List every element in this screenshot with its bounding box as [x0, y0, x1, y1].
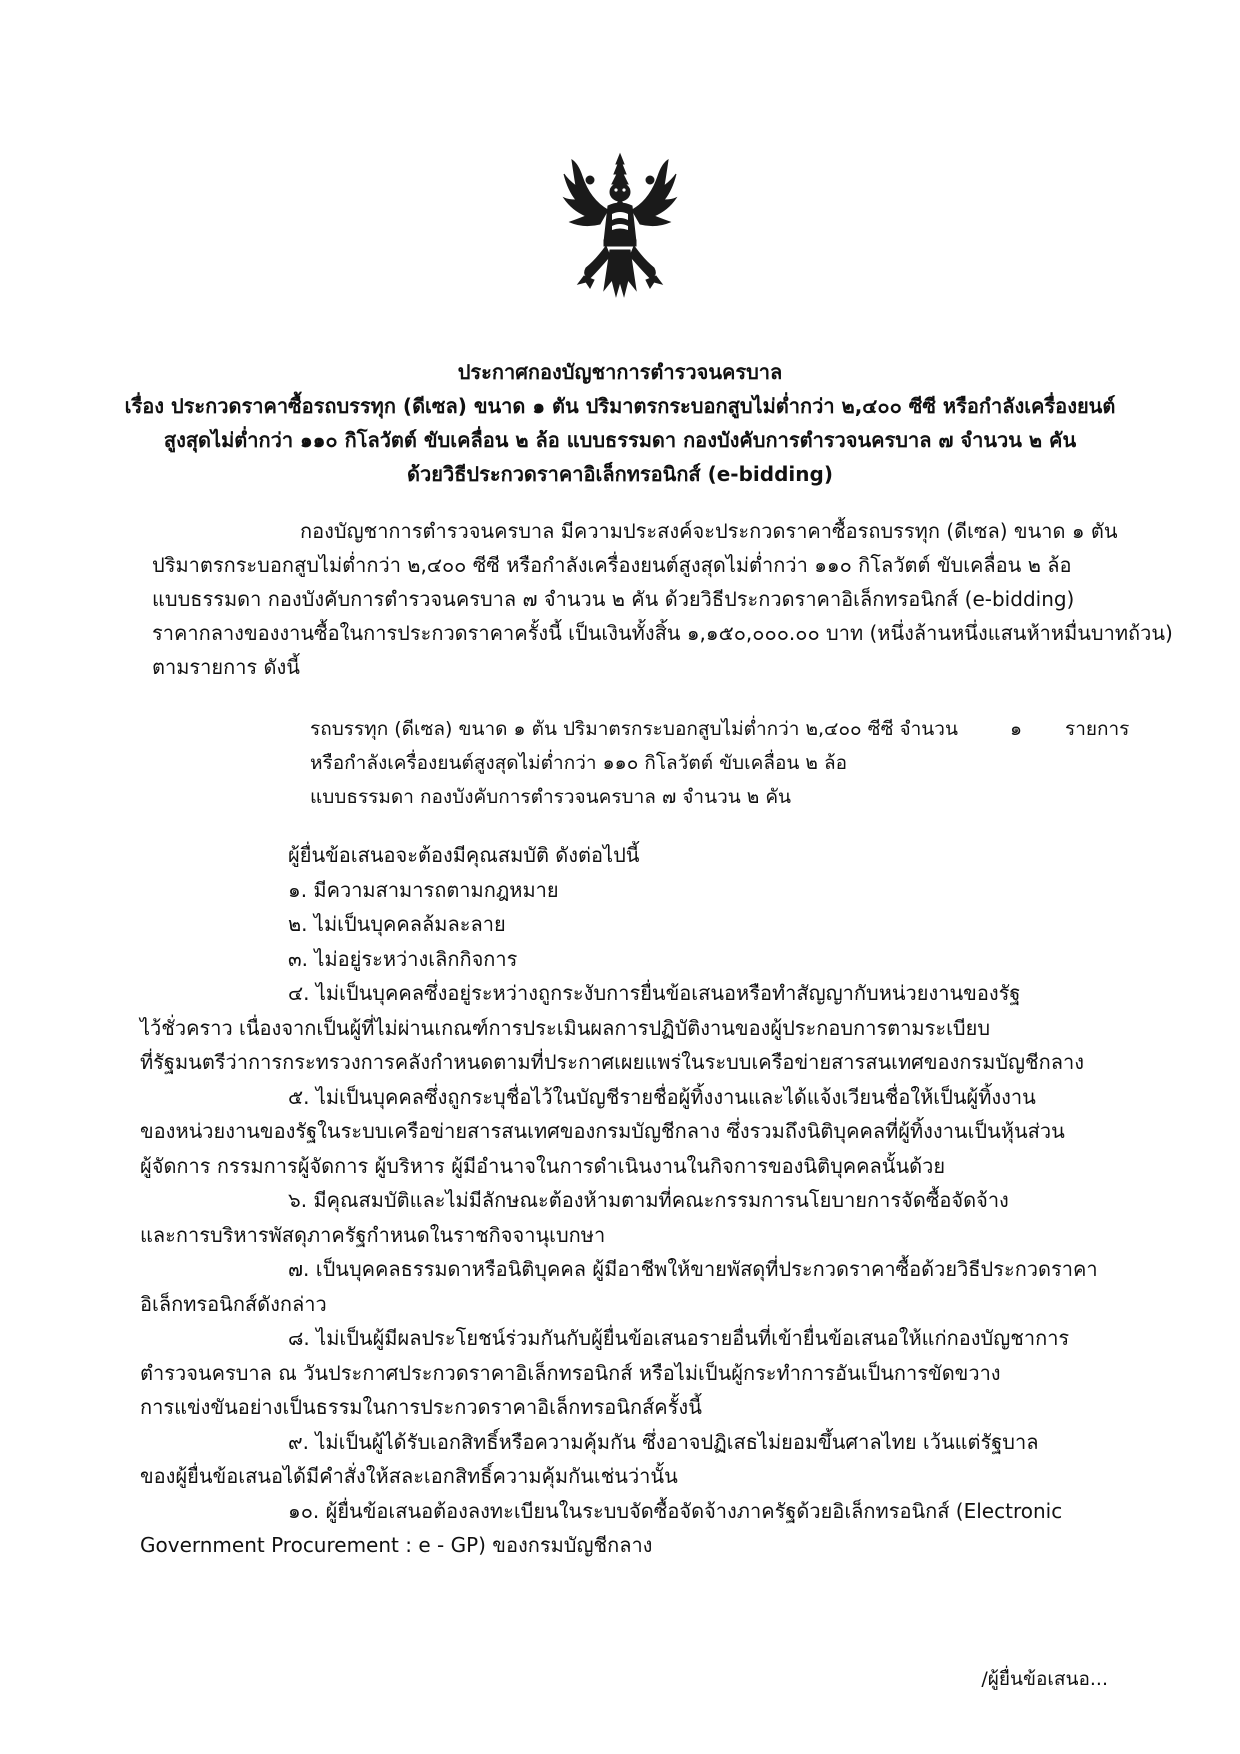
title-line-3: สูงสุดไม่ต่ำกว่า ๑๑๐ กิโลวัตต์ ขับเคลื่อน ๒ ล้อ แบบธรรมดา กองบังคับการตำรวจนครบาล ๗ จำนวน ๒ คัน: [163, 428, 1077, 452]
intro-paragraph: [152, 514, 1173, 684]
title-line-1: ประกาศกองบัญชาการตำรวจนครบาล: [457, 360, 783, 384]
intro-line-2: ปริมาตรกระบอกสูบไม่ต่ำกว่า ๒,๔๐๐ ซีซี หรือกำลังเครื่องยนต์สูงสุดไม่ต่ำกว่า ๑๑๐ กิโลวัตต์ ขับเคลื่อน ๒ ล้อ: [152, 553, 1072, 577]
qualification-5-line-1: ๕. ไม่เป็นบุคคลซึ่งถูกระบุชื่อไว้ในบัญชีรายชื่อผู้ทิ้งงานและได้แจ้งเวียนชื่อให้เป็นผู้ทิ้งงาน: [288, 1084, 1036, 1109]
title-line-4: ด้วยวิธีประกวดราคาอิเล็กทรอนิกส์ (e-bidding): [407, 462, 833, 486]
qualification-8-line-2: ตำรวจนครบาล ณ วันประกาศประกวดราคาอิเล็กทรอนิกส์ หรือไม่เป็นผู้กระทำการอันเป็นการขัดขวาง: [140, 1360, 1001, 1385]
qualifications-section: [140, 838, 1130, 1563]
qualification-4-line-1: ๔. ไม่เป็นบุคคลซึ่งอยู่ระหว่างถูกระงับการยื่นข้อเสนอหรือทำสัญญากับหน่วยงานของรัฐ: [288, 981, 1021, 1005]
qualification-6-line-1: ๖. มีคุณสมบัติและไม่มีลักษณะต้องห้ามตามที่คณะกรรมการนโยบายการจัดซื้อจัดจ้าง: [288, 1188, 1009, 1212]
intro-line-5: ตามรายการ ดังนี้: [152, 655, 300, 679]
continued-on-next-page: /ผู้ยื่นข้อเสนอ...: [981, 1668, 1108, 1690]
qualification-10-line-1: ๑๐. ผู้ยื่นข้อเสนอต้องลงทะเบียนในระบบจัดซื้อจัดจ้างภาครัฐด้วยอิเล็กทรอนิกส์ (Electronic: [288, 1498, 1063, 1523]
qualifications-heading: ผู้ยื่นข้อเสนอจะต้องมีคุณสมบัติ ดังต่อไปนี้: [288, 843, 640, 867]
qualification-7-line-2: อิเล็กทรอนิกส์ดังกล่าว: [140, 1291, 327, 1316]
item-description-line-3: แบบธรรมดา กองบังคับการตำรวจนครบาล ๗ จำนวน ๒ คัน: [310, 786, 792, 808]
item-row: [310, 712, 1130, 746]
qualification-8-line-3: การแข่งขันอย่างเป็นธรรมในการประกวดราคาอิเล็กทรอนิกส์ครั้งนี้: [140, 1395, 702, 1419]
intro-line-3: แบบธรรมดา กองบังคับการตำรวจนครบาล ๗ จำนวน ๒ คัน ด้วยวิธีประกวดราคาอิเล็กทรอนิกส์ (e-bidding): [152, 587, 1075, 611]
item-description-line-2: หรือกำลังเครื่องยนต์สูงสุดไม่ต่ำกว่า ๑๑๐ กิโลวัตต์ ขับเคลื่อน ๒ ล้อ: [310, 752, 848, 774]
intro-line-4: ราคากลางของงานซื้อในการประกวดราคาครั้งนี้ เป็นเงินทั้งสิ้น ๑,๑๕๐,๐๐๐.๐๐ บาท (หนึ่งล้านหนึ่งแสนห้าหมื่นบาทถ้วน): [152, 621, 1173, 645]
title-line-2: เรื่อง ประกวดราคาซื้อรถบรรทุก (ดีเซล) ขนาด ๑ ตัน ปริมาตรกระบอกสูบไม่ต่ำกว่า ๒,๔๐๐ ซีซี หรือกำลังเครื่องยนต์: [124, 394, 1116, 418]
qualification-4-line-2: ไว้ชั่วคราว เนื่องจากเป็นผู้ที่ไม่ผ่านเกณฑ์การประเมินผลการปฏิบัติงานของผู้ประกอบการตามระเบียบ: [140, 1015, 991, 1040]
qualification-9-line-1: ๙. ไม่เป็นผู้ได้รับเอกสิทธิ์หรือความคุ้มกัน ซึ่งอาจปฏิเสธไม่ยอมขึ้นศาลไทย เว้นแต่รัฐบาล: [288, 1429, 1039, 1454]
announcement-title: [120, 355, 1120, 491]
item-description-line-1: รถบรรทุก (ดีเซล) ขนาด ๑ ตัน ปริมาตรกระบอกสูบไม่ต่ำกว่า ๒,๔๐๐ ซีซี จำนวน: [310, 718, 958, 740]
qualification-3: ๓. ไม่อยู่ระหว่างเลิกกิจการ: [288, 946, 518, 971]
garuda-emblem-icon: [560, 150, 680, 300]
qualification-2: ๒. ไม่เป็นบุคคลล้มละลาย: [288, 912, 506, 936]
item-list: [310, 712, 1130, 814]
qualification-5-line-3: ผู้จัดการ กรรมการผู้จัดการ ผู้บริหาร ผู้มีอำนาจในการดำเนินงานในกิจการของนิติบุคคลนั้นด้วย: [140, 1153, 946, 1178]
qualification-6-line-2: และการบริหารพัสดุภาครัฐกำหนดในราชกิจจานุเบกษา: [140, 1222, 606, 1247]
qualification-5-line-2: ของหน่วยงานของรัฐในระบบเครือข่ายสารสนเทศของกรมบัญชีกลาง ซึ่งรวมถึงนิติบุคคลที่ผู้ทิ้งงานเป็นหุ้นส่วน: [140, 1119, 1065, 1143]
qualification-10-line-2: Government Procurement : e - GP) ของกรมบัญชีกลาง: [140, 1533, 653, 1557]
item-quantity: ๑: [1010, 718, 1023, 740]
qualification-7-line-1: ๗. เป็นบุคคลธรรมดาหรือนิติบุคคล ผู้มีอาชีพให้ขายพัสดุที่ประกวดราคาซื้อด้วยวิธีประกวดราคา: [288, 1257, 1098, 1281]
intro-line-1: กองบัญชาการตำรวจนครบาล มีความประสงค์จะประกวดราคาซื้อรถบรรทุก (ดีเซล) ขนาด ๑ ตัน: [300, 519, 1118, 543]
item-unit: รายการ: [1065, 718, 1130, 740]
qualification-8-line-1: ๘. ไม่เป็นผู้มีผลประโยชน์ร่วมกันกับผู้ยื่นข้อเสนอรายอื่นที่เข้ายื่นข้อเสนอให้แก่กองบัญชาการ: [288, 1326, 1070, 1350]
qualification-1: ๑. มีความสามารถตามกฎหมาย: [288, 877, 559, 902]
qualification-9-line-2: ของผู้ยื่นข้อเสนอได้มีคำสั่งให้สละเอกสิทธิ์ความคุ้มกันเช่นว่านั้น: [140, 1464, 678, 1488]
qualification-4-line-3: ที่รัฐมนตรีว่าการกระทรวงการคลังกำหนดตามที่ประกาศเผยแพร่ในระบบเครือข่ายสารสนเทศของกรมบัญชีกลาง: [140, 1050, 1084, 1074]
